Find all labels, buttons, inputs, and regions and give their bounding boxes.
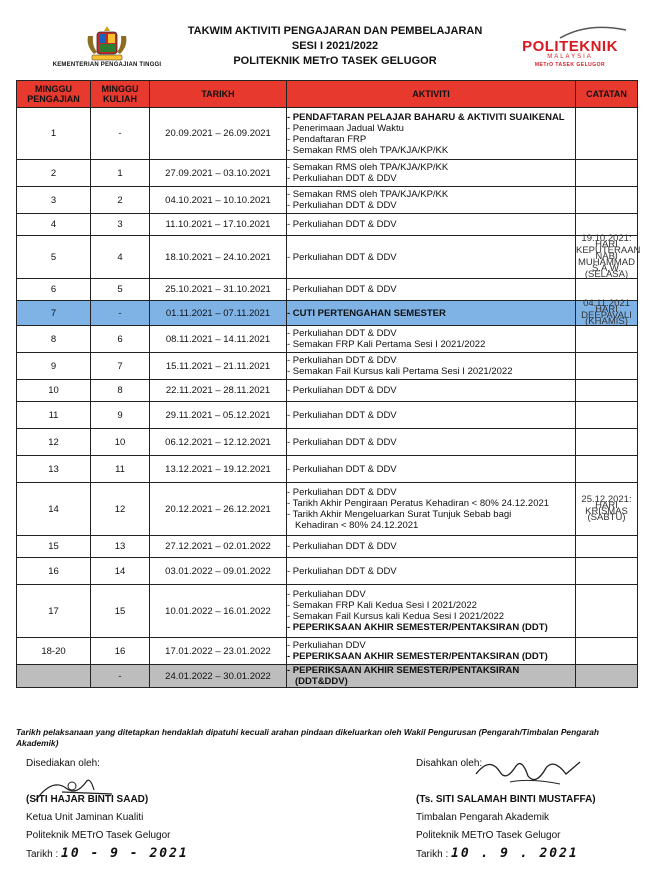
activity-line: - Perkuliahan DDV: [287, 640, 366, 651]
cell-week-lecture: 5: [91, 279, 150, 301]
cell-note: [576, 187, 638, 214]
cell-week-lecture: 9: [91, 402, 150, 429]
title-line-1: TAKWIM AKTIVITI PENGAJARAN DAN PEMBELAJARAN: [187, 25, 483, 37]
activity-calendar-table: [16, 80, 641, 688]
cell-week-lecture: -: [91, 108, 150, 160]
prepared-title: Ketua Unit Jaminan Kualiti: [26, 812, 144, 823]
cell-week-teaching: 13: [17, 456, 91, 483]
activity-line: - Semakan RMS oleh TPA/KJA/KP/KK: [287, 189, 449, 200]
cell-note: [576, 353, 638, 380]
cell-week-lecture: 3: [91, 214, 150, 236]
logo-name: POLITEKNIK: [522, 38, 618, 55]
approved-signature-icon: [470, 752, 590, 792]
cell-activity: [287, 402, 576, 429]
prepared-date-label: Tarikh :: [26, 849, 59, 860]
activity-line: - Perkuliahan DDT & DDV: [287, 219, 397, 230]
activity-line: - Tarikh Akhir Pengiraan Peratus Kehadiran < 80% 24.12.2021: [287, 498, 550, 509]
activity-line: - CUTI PERTENGAHAN SEMESTER: [287, 307, 446, 319]
activity-line: - Tarikh Akhir Mengeluarkan Surat Tunjuk Sebab bagi: [287, 509, 512, 520]
header-activity: AKTIVITI: [287, 81, 576, 108]
cell-note: 04.11.2021 HARI DEEPAVALI (KHAMIS): [576, 301, 638, 326]
table-row: [17, 585, 638, 638]
cell-week-lecture: 15: [91, 585, 150, 638]
table-row: [17, 483, 638, 536]
cell-date: 20.12.2021 – 26.12.2021: [150, 483, 287, 536]
cell-week-lecture: 14: [91, 558, 150, 585]
table-row: [17, 236, 638, 279]
activity-line: - Semakan Fail Kursus kali Kedua Sesi I 2021/2022: [287, 611, 505, 622]
cell-week-lecture: 16: [91, 638, 150, 665]
cell-activity: [287, 665, 576, 688]
cell-activity: [287, 214, 576, 236]
cell-week-teaching: 8: [17, 326, 91, 353]
cell-week-teaching: 9: [17, 353, 91, 380]
cell-week-teaching: 5: [17, 236, 91, 279]
approved-org: Politeknik METrO Tasek Gelugor: [416, 830, 561, 841]
table-row: [17, 279, 638, 301]
cell-note: [576, 638, 638, 665]
cell-date: 24.01.2022 – 30.01.2022: [150, 665, 287, 688]
cell-date: 01.11.2021 – 07.11.2021: [150, 301, 287, 326]
cell-date: 06.12.2021 – 12.12.2021: [150, 429, 287, 456]
activity-line: - Perkuliahan DDT & DDV: [287, 355, 397, 366]
cell-week-teaching: 10: [17, 380, 91, 402]
header-note: CATATAN: [576, 81, 638, 108]
cell-note: [576, 665, 638, 688]
activity-line: - Perkuliahan DDT & DDV: [287, 436, 397, 448]
table-row: [17, 536, 638, 558]
activity-line: - Semakan Fail Kursus kali Pertama Sesi I 2021/2022: [287, 366, 513, 377]
prepared-date: 10 - 9 - 2021: [61, 846, 189, 861]
cell-date: 27.12.2021 – 02.01.2022: [150, 536, 287, 558]
cell-activity: [287, 160, 576, 187]
activity-line: - Perkuliahan DDV: [287, 589, 366, 600]
cell-week-lecture: 7: [91, 353, 150, 380]
cell-date: 13.12.2021 – 19.12.2021: [150, 456, 287, 483]
cell-activity: [287, 301, 576, 326]
cell-date: 15.11.2021 – 21.11.2021: [150, 353, 287, 380]
activity-line: - Perkuliahan DDT & DDV: [287, 284, 397, 295]
footer-note: Tarikh pelaksanaan yang ditetapkan hendaklah dipatuhi kecuali arahan pindaan dikeluarkan oleh Wakil Pengurusan (Pengarah/Timbalan Pengarah Akademik): [16, 727, 600, 748]
cell-week-teaching: 12: [17, 429, 91, 456]
cell-week-lecture: 2: [91, 187, 150, 214]
table-row: [17, 456, 638, 483]
table-row: [17, 402, 638, 429]
cell-note: [576, 536, 638, 558]
cell-note: [576, 429, 638, 456]
cell-note: [576, 402, 638, 429]
cell-week-teaching: 16: [17, 558, 91, 585]
table-row: [17, 326, 638, 353]
cell-date: 18.10.2021 – 24.10.2021: [150, 236, 287, 279]
table-row: [17, 429, 638, 456]
header-week-lecture: MINGGU KULIAH: [91, 81, 150, 108]
activity-line: - Perkuliahan DDT & DDV: [287, 328, 397, 339]
cell-week-lecture: 11: [91, 456, 150, 483]
activity-line: - Semakan RMS oleh TPA/KJA/KP/KK: [287, 162, 449, 173]
cell-week-teaching: 2: [17, 160, 91, 187]
cell-week-teaching: 17: [17, 585, 91, 638]
approved-label: Disahkan oleh:: [416, 758, 483, 769]
cell-date: 25.10.2021 – 31.10.2021: [150, 279, 287, 301]
activity-line: - PEPERIKSAAN AKHIR SEMESTER/PENTAKSIRAN (DDT): [287, 622, 548, 633]
title-line-3: POLITEKNIK METrO TASEK GELUGOR: [233, 55, 437, 67]
activity-line: - Perkuliahan DDT & DDV: [287, 541, 397, 552]
cell-week-lecture: 13: [91, 536, 150, 558]
cell-week-lecture: 8: [91, 380, 150, 402]
prepared-label: Disediakan oleh:: [26, 758, 100, 769]
cell-week-teaching: 15: [17, 536, 91, 558]
table-row: [17, 380, 638, 402]
cell-week-teaching: [17, 665, 91, 688]
cell-week-lecture: 10: [91, 429, 150, 456]
activity-line: - PEPERIKSAAN AKHIR SEMESTER/PENTAKSIRAN: [287, 665, 520, 676]
document-title: [170, 24, 500, 69]
cell-activity: [287, 429, 576, 456]
cell-activity: [287, 353, 576, 380]
cell-note: [576, 558, 638, 585]
malaysia-crest-icon: [84, 24, 130, 64]
cell-note: [576, 456, 638, 483]
cell-date: 20.09.2021 – 26.09.2021: [150, 108, 287, 160]
cell-activity: [287, 456, 576, 483]
cell-note: [576, 160, 638, 187]
cell-activity: [287, 326, 576, 353]
cell-week-teaching: 4: [17, 214, 91, 236]
cell-date: 04.10.2021 – 10.10.2021: [150, 187, 287, 214]
approved-title: Timbalan Pengarah Akademik: [416, 812, 550, 823]
cell-week-lecture: -: [91, 301, 150, 326]
table-row: [17, 301, 638, 326]
cell-date: 27.09.2021 – 03.10.2021: [150, 160, 287, 187]
cell-activity: [287, 483, 576, 536]
cell-date: 11.10.2021 – 17.10.2021: [150, 214, 287, 236]
activity-line: - Penerimaan Jadual Waktu: [287, 122, 404, 134]
cell-note: 25.12.2021: HARI KRISMAS (SABTU): [576, 483, 638, 536]
cell-week-teaching: 3: [17, 187, 91, 214]
table-row: [17, 108, 638, 160]
table-row: [17, 214, 638, 236]
cell-week-lecture: -: [91, 665, 150, 688]
cell-note: [576, 326, 638, 353]
cell-activity: [287, 638, 576, 665]
approved-name: (Ts. SITI SALAMAH BINTI MUSTAFFA): [416, 794, 596, 805]
prepared-signature-icon: [32, 770, 142, 804]
cell-note: [576, 108, 638, 160]
cell-week-teaching: 7: [17, 301, 91, 326]
ministry-name: KEMENTERIAN PENGAJIAN TINGGI: [52, 62, 162, 68]
cell-week-lecture: 1: [91, 160, 150, 187]
cell-note: 19.10.2021: HARI KEPUTERAAN NABI MUHAMMAD S.A.W. (SELASA): [576, 233, 641, 280]
activity-line: - Perkuliahan DDT & DDV: [287, 409, 397, 421]
activity-line: - Perkuliahan DDT & DDV: [287, 251, 397, 263]
cell-date: 08.11.2021 – 14.11.2021: [150, 326, 287, 353]
cell-note: [576, 585, 638, 638]
activity-line: - Perkuliahan DDT & DDV: [287, 463, 397, 475]
activity-line: - Perkuliahan DDT & DDV: [287, 487, 397, 498]
cell-activity: [287, 380, 576, 402]
cell-activity: [287, 279, 576, 301]
cell-activity: [287, 536, 576, 558]
activity-line: - PEPERIKSAAN AKHIR SEMESTER/PENTAKSIRAN (DDT): [287, 651, 548, 662]
table-row: [17, 160, 638, 187]
activity-line: (DDT&DDV): [295, 676, 348, 687]
table-header-row: [17, 81, 638, 108]
cell-week-teaching: 6: [17, 279, 91, 301]
activity-line: Kehadiran < 80% 24.12.2021: [295, 520, 419, 531]
cell-note: [576, 380, 638, 402]
cell-week-teaching: 18-20: [17, 638, 91, 665]
table-row: [17, 187, 638, 214]
approved-date-label: Tarikh :: [416, 849, 449, 860]
cell-week-lecture: 12: [91, 483, 150, 536]
cell-activity: [287, 108, 576, 160]
cell-activity: [287, 236, 576, 279]
cell-activity: [287, 187, 576, 214]
cell-week-lecture: 6: [91, 326, 150, 353]
cell-date: 29.11.2021 – 05.12.2021: [150, 402, 287, 429]
activity-line: - Pendaftaran FRP: [287, 133, 367, 145]
header-date: TARIKH: [150, 81, 287, 108]
table-row: [17, 638, 638, 665]
activity-line: - Perkuliahan DDT & DDV: [287, 173, 397, 184]
table-row: [17, 558, 638, 585]
prepared-org: Politeknik METrO Tasek Gelugor: [26, 830, 171, 841]
prepared-name: (SITI HAJAR BINTI SAAD): [26, 794, 149, 805]
activity-line: - Perkuliahan DDT & DDV: [287, 565, 397, 577]
cell-date: 03.01.2022 – 09.01.2022: [150, 558, 287, 585]
activity-line: - Semakan FRP Kali Pertama Sesi I 2021/2022: [287, 339, 486, 350]
cell-activity: [287, 585, 576, 638]
title-line-2: SESI I 2021/2022: [291, 40, 379, 52]
activity-line: - PENDAFTARAN PELAJAR BAHARU & AKTIVITI SUAIKENAL: [287, 111, 565, 123]
header-week-teaching: MINGGU PENGAJIAN: [17, 81, 91, 108]
cell-week-lecture: 4: [91, 236, 150, 279]
cell-date: 22.11.2021 – 28.11.2021: [150, 380, 287, 402]
cell-date: 17.01.2022 – 23.01.2022: [150, 638, 287, 665]
cell-activity: [287, 558, 576, 585]
activity-line: - Perkuliahan DDT & DDV: [287, 200, 397, 211]
activity-line: - Semakan RMS oleh TPA/KJA/KP/KK: [287, 144, 449, 156]
politeknik-logo: [508, 24, 632, 76]
approved-date: 10 . 9 . 2021: [451, 846, 579, 861]
table-row: [17, 353, 638, 380]
logo-campus: METrO TASEK GELUGOR: [534, 62, 606, 68]
cell-week-teaching: 1: [17, 108, 91, 160]
table-row: [17, 665, 638, 688]
cell-date: 10.01.2022 – 16.01.2022: [150, 585, 287, 638]
activity-line: - Semakan FRP Kali Kedua Sesi I 2021/2022: [287, 600, 477, 611]
activity-line: - Perkuliahan DDT & DDV: [287, 385, 397, 396]
cell-week-teaching: 11: [17, 402, 91, 429]
cell-week-teaching: 14: [17, 483, 91, 536]
logo-country: MALAYSIA: [547, 54, 593, 60]
